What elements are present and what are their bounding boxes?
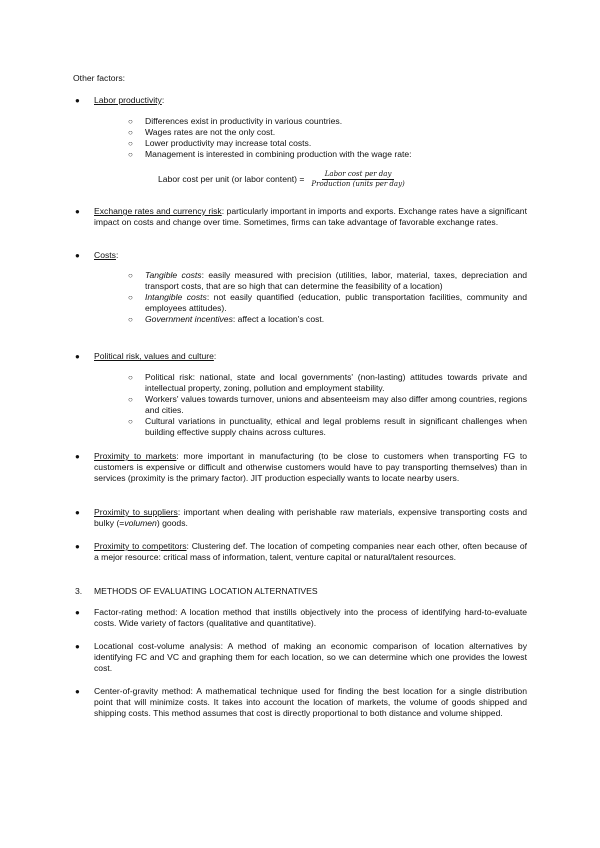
suppliers-title: Proximity to suppliers bbox=[94, 507, 178, 517]
political-sublist bbox=[128, 372, 527, 438]
circle-bullet-icon: ○ bbox=[128, 395, 133, 404]
bullet-factor-rating bbox=[75, 607, 527, 629]
bullet-icon: ● bbox=[75, 642, 80, 651]
method-text: Center-of-gravity method: A mathematical technique used for finding the best location for a single distribution point that will minimize costs. It takes into account the location of markets, the volume of goods shipped and shipping costs. This method assumes that cost is directly proportional to both distance and volume shipped. bbox=[94, 686, 527, 718]
political-colon: : bbox=[213, 351, 217, 361]
list-item: ○ Wages rates are not the only cost. bbox=[128, 127, 276, 137]
markets-title: Proximity to markets bbox=[94, 451, 177, 461]
labor-title: Labor productivity bbox=[94, 95, 162, 105]
bullet-costs bbox=[75, 250, 527, 261]
bullet-icon: ● bbox=[75, 96, 80, 105]
circle-bullet-icon: ○ bbox=[128, 315, 133, 324]
labor-sublist bbox=[128, 116, 527, 160]
method-text: Locational cost-volume analysis: A method of making an economic comparison of location alternatives by identifying FC and VC and graphing them for each location, so we can determine which one provides the lowest cost. bbox=[94, 641, 527, 673]
political-title: Political risk, values and culture bbox=[94, 351, 214, 361]
bullet-political-risk bbox=[75, 351, 527, 362]
formula-denominator: Production (units per day) bbox=[311, 180, 405, 188]
method-text: Factor-rating method: A location method that instills objectively into the process of identifying hard-to-evaluate costs. Wide variety of factors (qualitative and quantitative). bbox=[94, 607, 527, 628]
costs-title: Costs bbox=[94, 250, 116, 260]
labor-colon: : bbox=[161, 95, 165, 105]
bullet-proximity-markets bbox=[75, 451, 527, 484]
bullet-icon: ● bbox=[75, 687, 80, 696]
costs-sublist bbox=[128, 270, 527, 325]
formula-numerator: Labor cost per day bbox=[322, 170, 395, 180]
exchange-text: : particularly important in imports and exports. Exchange rates have a significant impact on costs and change over time. Sometimes, firms can take advantage of favorable exchange rates. bbox=[94, 206, 527, 227]
bullet-cost-volume bbox=[75, 641, 527, 674]
bullet-icon: ● bbox=[75, 352, 80, 361]
bullet-icon: ● bbox=[75, 251, 80, 260]
list-item: ○ Political risk: national, state and local governments' (non-lasting) attitudes towards private and intellectual property, zoning, pollution and employment stability. bbox=[128, 372, 527, 393]
circle-bullet-icon: ○ bbox=[128, 271, 133, 280]
bullet-proximity-competitors bbox=[75, 541, 527, 563]
list-item: ○ Lower productivity may increase total costs. bbox=[128, 138, 312, 148]
list-item: ○ Tangible costs: easily measured with precision (utilities, labor, material, taxes, depreciation and transport costs, that are so high that can determine the feasibility of a location) bbox=[128, 270, 527, 291]
section-3-heading bbox=[75, 586, 318, 597]
exchange-title: Exchange rates and currency risk bbox=[94, 206, 222, 216]
section-number: 3. bbox=[75, 586, 83, 596]
list-item: ○ Differences exist in productivity in various countries. bbox=[128, 116, 343, 126]
bullet-center-of-gravity bbox=[75, 686, 527, 719]
bullet-icon: ● bbox=[75, 207, 80, 216]
competitors-text: : Clustering def. The location of competing companies near each other, often because of a mejor resource: critical mass of information, talent, venture capital or natural/talent resources. bbox=[94, 541, 527, 562]
list-item: ○ Management is interested in combining production with the wage rate: bbox=[128, 149, 412, 159]
list-item: ○ Intangible costs: not easily quantified (education, public transportation facilities, community and employees attitudes). bbox=[128, 292, 527, 313]
list-item: ○ Workers' values towards turnover, unions and absenteeism may also differ among countries, regions and cities. bbox=[128, 394, 527, 415]
bullet-exchange-rates bbox=[75, 206, 527, 228]
labor-cost-formula bbox=[158, 170, 408, 189]
circle-bullet-icon: ○ bbox=[128, 417, 133, 426]
bullet-icon: ● bbox=[75, 542, 80, 551]
bullet-icon: ● bbox=[75, 508, 80, 517]
markets-text: : more important in manufacturing (to be close to customers when transporting FG to customers is expensive or difficult and otherwise customers would have to pay transporting themselves) than in services (proximity is the primary factor). JIT production especially wants to locate nearby users. bbox=[94, 451, 527, 483]
bullet-icon: ● bbox=[75, 452, 80, 461]
circle-bullet-icon: ○ bbox=[128, 128, 133, 137]
circle-bullet-icon: ○ bbox=[128, 293, 133, 302]
circle-bullet-icon: ○ bbox=[128, 139, 133, 148]
competitors-title: Proximity to competitors bbox=[94, 541, 187, 551]
bullet-proximity-suppliers: ● Proximity to suppliers: important when dealing with perishable raw materials, expensive transporting costs and bulky (=volumen) goods. bbox=[75, 507, 527, 528]
bullet-icon: ● bbox=[75, 608, 80, 617]
circle-bullet-icon: ○ bbox=[128, 373, 133, 382]
formula-fraction bbox=[308, 170, 407, 189]
list-item: ○ Government incentives: affect a location's cost. bbox=[128, 314, 325, 324]
heading-other-factors: Other factors: bbox=[73, 73, 126, 83]
section-title: METHODS OF EVALUATING LOCATION ALTERNATIVES bbox=[94, 586, 318, 596]
suppliers-term: volumen bbox=[124, 518, 157, 528]
circle-bullet-icon: ○ bbox=[128, 150, 133, 159]
costs-colon: : bbox=[115, 250, 119, 260]
list-item: ○ Cultural variations in punctuality, ethical and legal problems result in significant challenges when building effective supply chains across cultures. bbox=[128, 416, 527, 437]
circle-bullet-icon: ○ bbox=[128, 117, 133, 126]
formula-label: Labor cost per unit (or labor content) = bbox=[158, 174, 305, 184]
bullet-labor-productivity bbox=[75, 95, 527, 106]
